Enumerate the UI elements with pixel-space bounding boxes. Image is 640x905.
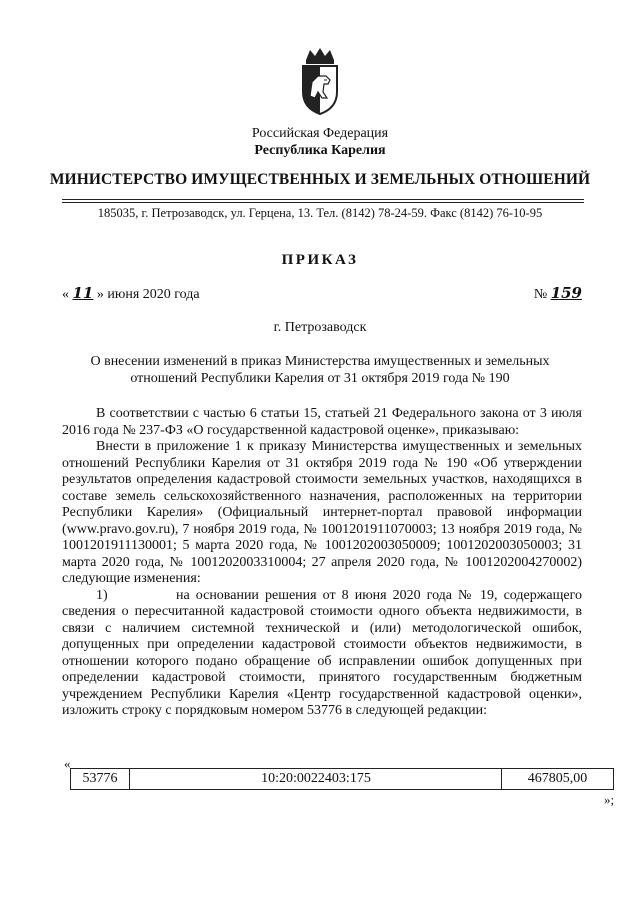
body-paragraph: Внести в приложение 1 к приказу Министерства имущественных и земельных отношений Республики Карелия от 31 октября 2019 года № 190 «Об утверждении результатов определения кадастровой стоимости земельных участков, находящихся в составе земель сельскохозяйственного назначения, расположенных на территории Республики Карелия» (Официальный интернет-портал правовой информации (www.pravo.gov.ru), 7 ноября 2019 года, № 1001201911070003; 13 ноября 2019 года, № 1001201911130001; 5 марта 2020 года, № 1001202003050009; 1001202003050003; 31 марта 2020 года, № 1001202003310004; 27 апреля 2020 года, № 1001202004270002) следующие изменения: — [62, 439, 582, 586]
document-body — [62, 406, 582, 720]
country-name: Российская Федерация — [251, 126, 389, 141]
document-subject: О внесении изменений в приказ Министерства имущественных и земельных отношений Республики Карелия от 31 октября 2019 года № 190 — [90, 354, 550, 386]
header-divider — [62, 202, 584, 203]
cadastral-table — [70, 768, 614, 790]
ministry-name: МИНИСТЕРСТВО ИМУЩЕСТВЕННЫХ И ЗЕМЕЛЬНЫХ ОТНОШЕНИЙ — [49, 171, 591, 188]
list-item-text: на основании решения от 8 июня 2020 года № 19, содержащего сведения о пересчитанной кадастровой стоимости одного объекта недвижимости, в связи с наличием системной технической и (или) методологической ошибок, допущенных при определении кадастровой стоимости объектов недвижимости, в отношении которого подано обращение об исправлении ошибок допущенных при определении кадастровой стоимости, принятого государственным бюджетным учреждением Республики Карелия «Центр государственной кадастровой оценки», изложить строку с порядковым номером 53776 в следующей редакции: — [62, 587, 582, 718]
date-rest: » июня 2020 года — [96, 287, 200, 302]
table-cell-number: 53776 — [71, 769, 130, 789]
list-item — [62, 588, 582, 720]
table-close-quote: »; — [604, 792, 615, 807]
date-day: 11 — [72, 284, 94, 302]
document-city: г. Петрозаводск — [273, 320, 367, 335]
list-item-number: 1) — [96, 587, 108, 603]
number-value: 159 — [550, 284, 582, 302]
document-date — [62, 284, 200, 303]
document-title: ПРИКАЗ — [281, 252, 359, 268]
table-cell-value: 467805,00 — [527, 771, 588, 786]
document-number — [534, 284, 582, 303]
republic-name: Республика Карелия — [254, 143, 386, 158]
header-divider — [62, 199, 584, 200]
karelia-coat-of-arms-icon — [298, 46, 342, 116]
date-open-quote: « — [62, 287, 69, 302]
ministry-address: 185035, г. Петрозаводск, ул. Герцена, 13. Тел. (8142) 78-24-59. Факс (8142) 76-10-95 — [97, 206, 543, 220]
table-open-quote: « — [64, 756, 71, 771]
number-label: № — [533, 287, 548, 302]
table-cell-cadastral: 10:20:0022403:175 — [131, 769, 502, 789]
body-paragraph: В соответствии с частью 6 статьи 15, статьей 21 Федерального закона от 3 июля 2016 года № 237-ФЗ «О государственной кадастровой оценке», приказываю: — [62, 406, 582, 438]
